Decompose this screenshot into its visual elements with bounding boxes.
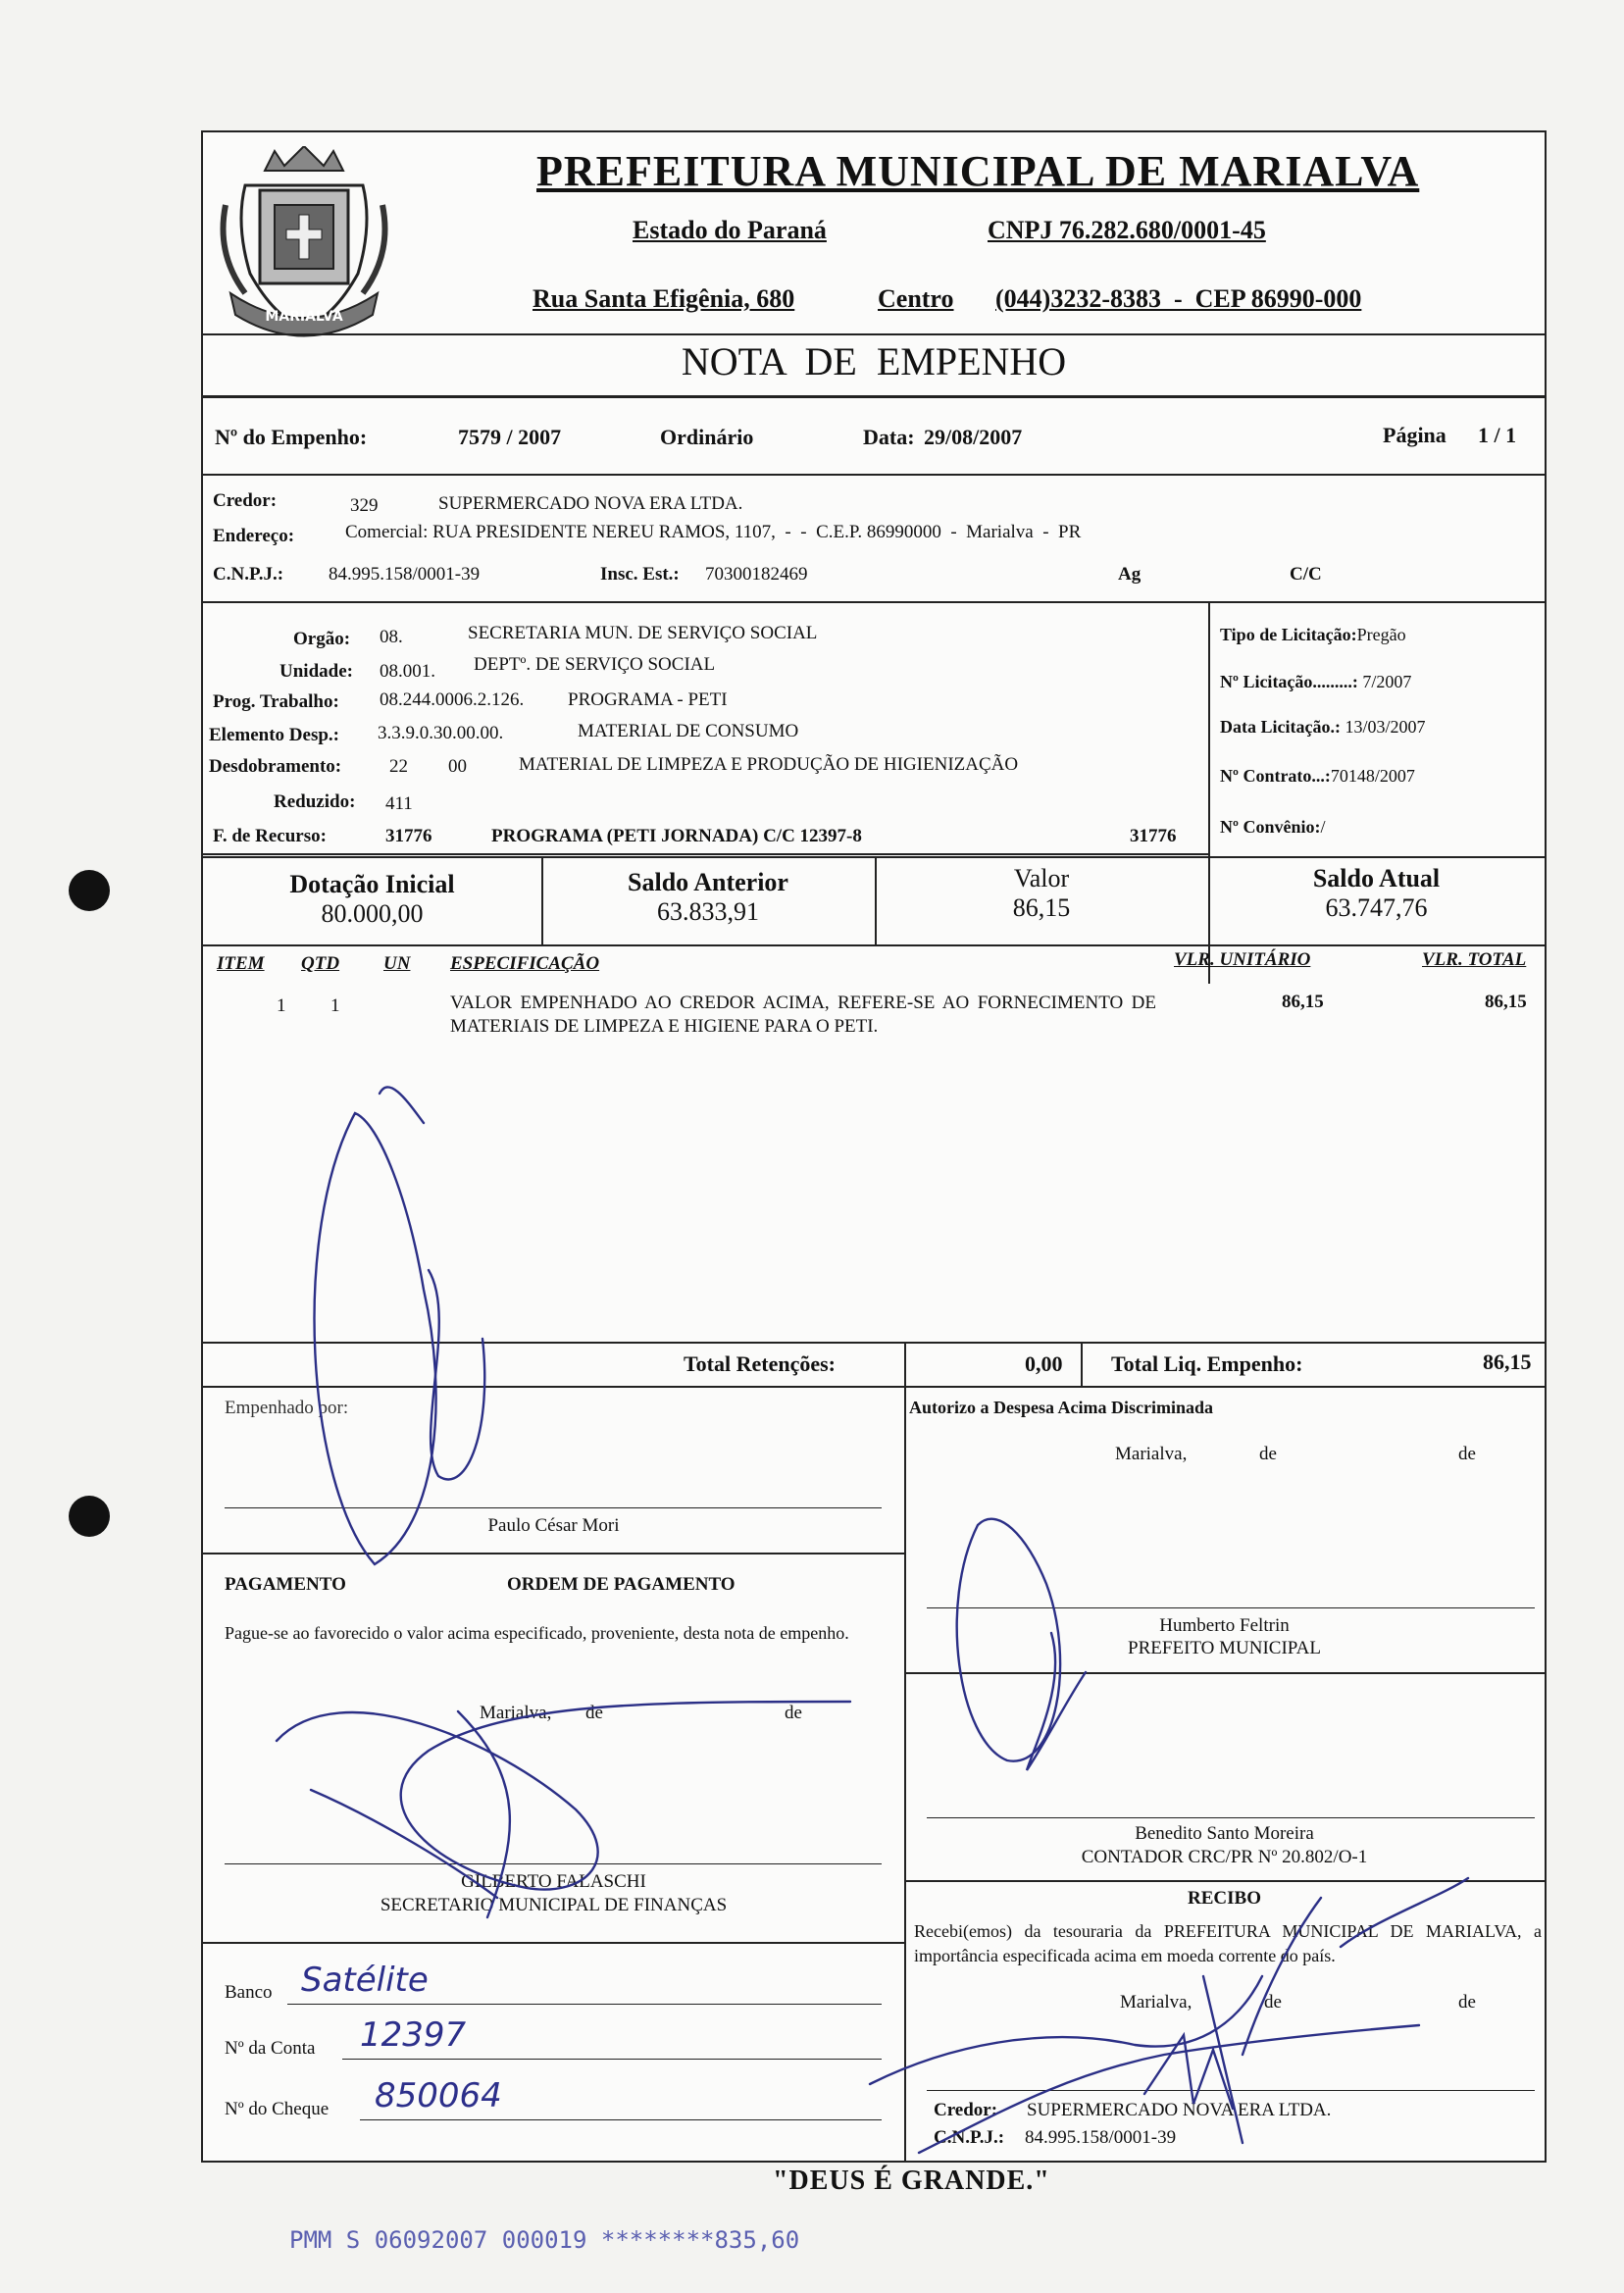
doc-title: NOTA DE EMPENHO (681, 339, 1067, 383)
elemento-code: 3.3.9.0.30.00.00. (378, 723, 504, 743)
empenho-form (201, 130, 1547, 2163)
recibo-de-1: de (1264, 1992, 1282, 2013)
recibo-cnpj-label: C.N.P.J.: (934, 2127, 1005, 2148)
data-licitacao: Data Licitação.: 13/03/2007 (1220, 717, 1426, 737)
item-spec: VALOR EMPENHADO AO CREDOR ACIMA, REFERE-SE AO FORNECIMENTO DE MATERIAIS DE LIMPEZA E HIGIENE PARA O PETI. (450, 993, 1156, 1037)
item-qtd: 1 (330, 995, 340, 1016)
pagamento-heading: PAGAMENTO (225, 1574, 346, 1595)
cnpj-label: C.N.P.J.: (213, 564, 284, 585)
banco-value: Satélite (301, 1961, 429, 2000)
recurso-name: PROGRAMA (PETI JORNADA) C/C 12397-8 (491, 826, 862, 846)
endereco-label: Endereço: (213, 526, 295, 546)
page-label: Página (1383, 423, 1446, 447)
saldo-atual: Saldo Atual 63.747,76 (1312, 864, 1441, 922)
footer-motto: "DEUS É GRANDE." (773, 2166, 1050, 2196)
bank-stamp: PMM S 06092007 000019 ********835,60 (289, 2226, 800, 2254)
item-vlr-unitario: 86,15 (1282, 992, 1324, 1012)
page-title: PREFEITURA MUNICIPAL DE MARIALVA (536, 147, 1420, 195)
saldo-valor: Valor 86,15 (1012, 864, 1071, 922)
recibo-text: Recebi(emos) da tesouraria da PREFEITURA MUNICIPAL DE MARIALVA, a importância especificada acima em moeda corrente do país. (914, 1921, 1542, 1965)
credor-label: Credor: (213, 490, 278, 511)
autorizo-de-1: de (1259, 1444, 1277, 1464)
desdob-label: Desdobramento: (209, 756, 342, 777)
prog-label: Prog. Trabalho: (213, 691, 339, 712)
unidade-label: Unidade: (279, 661, 353, 682)
orgao-code: 08. (380, 627, 403, 647)
secretario-name: GILBERTO FALASCHI (461, 1871, 646, 1892)
pagamento-de-1: de (585, 1703, 603, 1723)
cc-label: C/C (1290, 564, 1322, 585)
tipo-licitacao-label: Tipo de Licitação:Pregão (1220, 625, 1406, 644)
insc-label: Insc. Est.: (600, 564, 680, 585)
header-district: Centro (878, 284, 954, 313)
num-licitacao: Nº Licitação.........: 7/2007 (1220, 672, 1412, 691)
retencoes-value: 0,00 (1025, 1351, 1063, 1376)
ag-label: Ag (1118, 564, 1142, 585)
num-convenio: Nº Convênio:/ (1220, 817, 1326, 837)
empenhado-por-name: Paulo César Mori (487, 1515, 620, 1536)
header-phone-cep: (044)3232-8383 - CEP 86990-000 (995, 284, 1362, 313)
crest-label: MARIALVA (265, 309, 343, 325)
desdob-b: 00 (448, 756, 467, 777)
credor-cnpj: 84.995.158/0001-39 (329, 564, 481, 585)
recibo-credor-label: Credor: (934, 2100, 998, 2120)
prefeito-name: Humberto Feltrin (1159, 1615, 1290, 1636)
conta-label: Nº da Conta (225, 2038, 316, 2059)
empenho-type: Ordinário (660, 425, 754, 449)
empenho-date-label: Data: (863, 425, 915, 449)
desdob-a: 22 (389, 756, 408, 777)
orgao-name: SECRETARIA MUN. DE SERVIÇO SOCIAL (468, 623, 818, 643)
col-spec: ESPECIFICAÇÃO (450, 953, 600, 974)
credor-code: 329 (350, 495, 379, 516)
prog-code: 08.244.0006.2.126. (380, 689, 525, 710)
col-item: ITEM (217, 953, 265, 974)
secretario-role: SECRETARIO MUNICIPAL DE FINANÇAS (380, 1895, 728, 1915)
ordem-pagamento-heading: ORDEM DE PAGAMENTO (507, 1574, 736, 1595)
col-qtd: QTD (301, 953, 340, 974)
recibo-heading: RECIBO (1188, 1888, 1261, 1909)
reduzido-value: 411 (385, 793, 413, 814)
state-label: Estado do Paraná (633, 216, 827, 244)
recibo-credor-name: SUPERMERCADO NOVA ERA LTDA. (1027, 2100, 1332, 2120)
empenho-number: 7579 / 2007 (458, 425, 562, 449)
recibo-de-2: de (1458, 1992, 1476, 2013)
col-vlr-total: VLR. TOTAL (1422, 949, 1527, 970)
recibo-cnpj: 84.995.158/0001-39 (1025, 2127, 1177, 2148)
saldo-dotacao-inicial: Dotação Inicial 80.000,00 (289, 870, 455, 928)
header-address: Rua Santa Efigênia, 680 (533, 284, 795, 313)
recurso-label: F. de Recurso: (213, 826, 327, 846)
prog-name: PROGRAMA - PETI (568, 689, 728, 710)
recurso-code-2: 31776 (1130, 826, 1177, 846)
contador-role: CONTADOR CRC/PR Nº 20.802/O-1 (1081, 1847, 1368, 1867)
autorizo-de-2: de (1458, 1444, 1476, 1464)
credor-name: SUPERMERCADO NOVA ERA LTDA. (438, 493, 743, 514)
credor-endereco: Comercial: RUA PRESIDENTE NEREU RAMOS, 1107, - - C.E.P. 86990000 - Marialva - PR (345, 522, 1082, 542)
autorizo-city: Marialva, (1115, 1444, 1188, 1464)
cheque-value: 850064 (375, 2076, 502, 2115)
col-vlr-unitario: VLR. UNITÁRIO (1174, 949, 1311, 970)
crest-icon (206, 146, 402, 342)
unidade-name: DEPTº. DE SERVIÇO SOCIAL (474, 654, 716, 675)
contador-name: Benedito Santo Moreira (1135, 1823, 1314, 1844)
pague-text: Pague-se ao favorecido o valor acima especificado, proveniente, desta nota de empenho. (225, 1623, 849, 1643)
empenhado-por-label: Empenhado por: (225, 1398, 349, 1418)
reduzido-label: Reduzido: (274, 791, 356, 812)
liquido-label: Total Liq. Empenho: (1111, 1351, 1303, 1376)
elemento-label: Elemento Desp.: (209, 725, 339, 745)
autorizo-text: Autorizo a Despesa Acima Discriminada (909, 1398, 1213, 1417)
item-number: 1 (277, 995, 286, 1016)
empenho-date: 29/08/2007 (924, 425, 1023, 449)
desdob-name: MATERIAL DE LIMPEZA E PRODUÇÃO DE HIGIENIZAÇÃO (519, 754, 1019, 775)
conta-value: 12397 (360, 2015, 467, 2055)
prefeito-role: PREFEITO MUNICIPAL (1128, 1638, 1321, 1658)
recurso-code: 31776 (385, 826, 432, 846)
saldo-anterior: Saldo Anterior 63.833,91 (628, 868, 788, 926)
punch-hole (69, 1496, 110, 1537)
col-un: UN (383, 953, 411, 974)
page-number: 1 / 1 (1478, 423, 1517, 447)
unidade-code: 08.001. (380, 661, 435, 682)
recibo-city: Marialva, (1120, 1992, 1193, 2013)
num-contrato: Nº Contrato...:70148/2007 (1220, 766, 1415, 786)
item-vlr-total: 86,15 (1485, 992, 1527, 1012)
empenho-label: Nº do Empenho: (215, 425, 368, 449)
retencoes-label: Total Retenções: (684, 1351, 836, 1376)
punch-hole (69, 870, 110, 911)
pagamento-city: Marialva, (480, 1703, 552, 1723)
elemento-name: MATERIAL DE CONSUMO (578, 721, 799, 741)
header-cnpj: CNPJ 76.282.680/0001-45 (988, 216, 1266, 244)
banco-label: Banco (225, 1982, 273, 2003)
cheque-label: Nº do Cheque (225, 2099, 330, 2119)
pagamento-de-2: de (785, 1703, 802, 1723)
orgao-label: Orgão: (293, 629, 351, 649)
credor-insc: 70300182469 (705, 564, 808, 585)
liquido-value: 86,15 (1483, 1350, 1532, 1374)
